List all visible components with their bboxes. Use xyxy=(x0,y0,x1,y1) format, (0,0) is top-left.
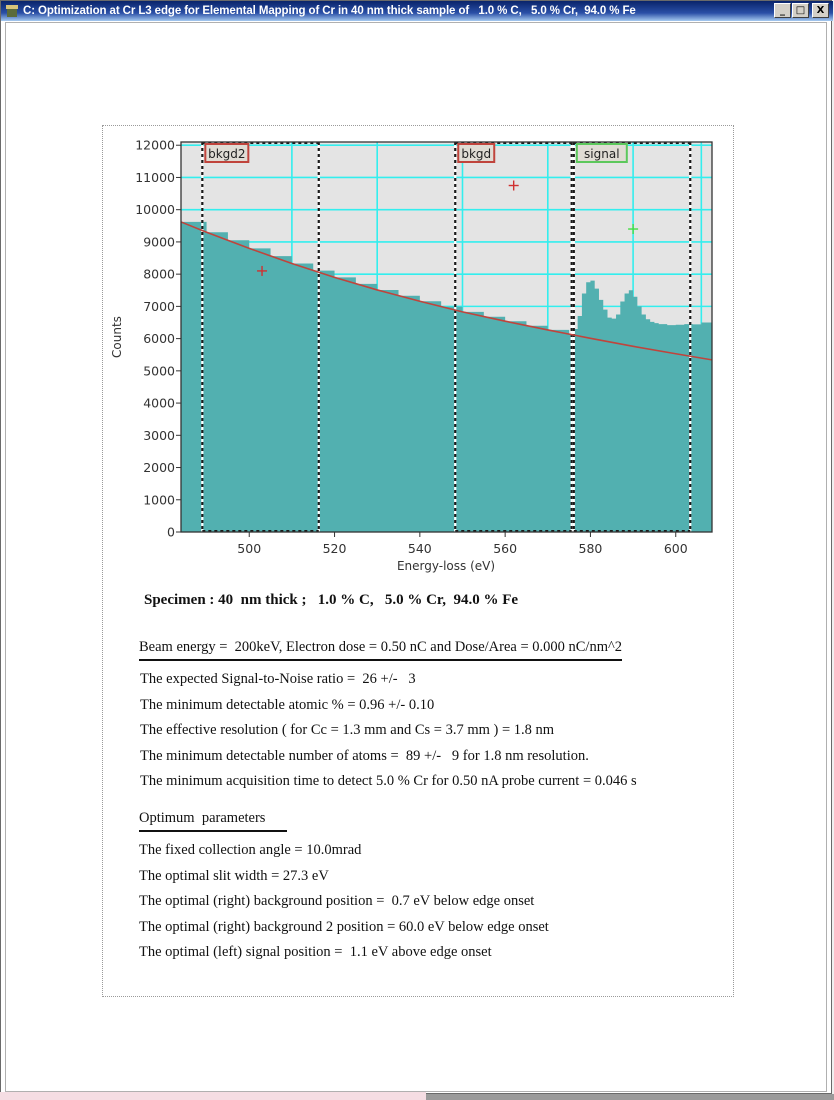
close-button[interactable]: X xyxy=(812,3,829,18)
x-tick-label: 600 xyxy=(663,541,688,556)
optimum-line: The optimal (right) background 2 position = 60.0 eV below edge onset xyxy=(139,918,549,935)
specimen-summary: Specimen : 40 nm thick ; 1.0 % C, 5.0 % Cr, 94.0 % Fe xyxy=(144,592,519,608)
y-tick-label: 3000 xyxy=(143,427,175,443)
minimize-button[interactable]: _ xyxy=(774,3,791,18)
x-tick-label: 540 xyxy=(407,541,432,556)
result-line: The minimum acquisition time to detect 5.0 % Cr for 0.50 nA probe current = 0.046 s xyxy=(140,773,637,789)
result-line: The expected Signal-to-Noise ratio = 26 +/- 3 xyxy=(140,671,416,687)
window-shadow xyxy=(426,1094,834,1100)
y-tick-label: 7000 xyxy=(143,298,175,314)
y-axis-label: Counts xyxy=(110,316,124,358)
x-axis-label: Energy-loss (eV) xyxy=(396,559,496,573)
optimum-line: The optimal slit width = 27.3 eV xyxy=(139,867,329,884)
optimum-line: The optimal (right) background position = 0.7 eV below edge onset xyxy=(139,893,535,909)
x-tick-label: 580 xyxy=(578,541,603,556)
taskbar-fragment xyxy=(0,1092,426,1100)
maximize-button[interactable]: □ xyxy=(792,3,809,18)
window-label: bkgd xyxy=(461,147,492,161)
y-tick-label: 5000 xyxy=(143,363,175,379)
y-tick-label: 12000 xyxy=(135,137,175,153)
y-tick-label: 9000 xyxy=(143,234,175,250)
y-tick-label: 2000 xyxy=(143,460,175,476)
x-tick-label: 500 xyxy=(237,541,262,556)
result-line: The minimum detectable atomic % = 0.96 +/- 0.10 xyxy=(140,696,435,713)
window-label: signal xyxy=(584,147,620,161)
window-label: bkgd2 xyxy=(208,147,246,161)
results-list xyxy=(140,667,637,795)
optimum-heading: Optimum parameters xyxy=(139,810,287,832)
x-tick-label: 560 xyxy=(493,541,518,556)
beam-parameters: Beam energy = 200keV, Electron dose = 0.50 nC and Dose/Area = 0.000 nC/nm^2 xyxy=(139,639,622,661)
y-tick-label: 0 xyxy=(167,524,175,540)
y-tick-label: 8000 xyxy=(143,266,175,282)
optimum-list xyxy=(139,838,549,966)
optimum-line: The optimal (left) signal position = 1.1 eV above edge onset xyxy=(139,944,492,960)
result-line: The minimum detectable number of atoms = 89 +/- 9 for 1.8 nm resolution. xyxy=(140,747,589,764)
y-tick-label: 10000 xyxy=(135,202,175,218)
y-tick-label: 4000 xyxy=(143,395,175,411)
optimum-line: The fixed collection angle = 10.0mrad xyxy=(139,842,362,858)
y-tick-label: 11000 xyxy=(135,169,175,185)
result-line: The effective resolution ( for Cc = 1.3 mm and Cs = 3.7 mm ) = 1.8 nm xyxy=(140,722,555,738)
y-tick-label: 6000 xyxy=(143,331,175,347)
y-tick-label: 1000 xyxy=(143,492,175,508)
window-title: C: Optimization at Cr L3 edge for Elemental Mapping of Cr in 40 nm thick sample of 1.0 % C, 5.0 % Cr, 94.0 % Fe xyxy=(23,5,636,17)
x-tick-label: 520 xyxy=(322,541,347,556)
